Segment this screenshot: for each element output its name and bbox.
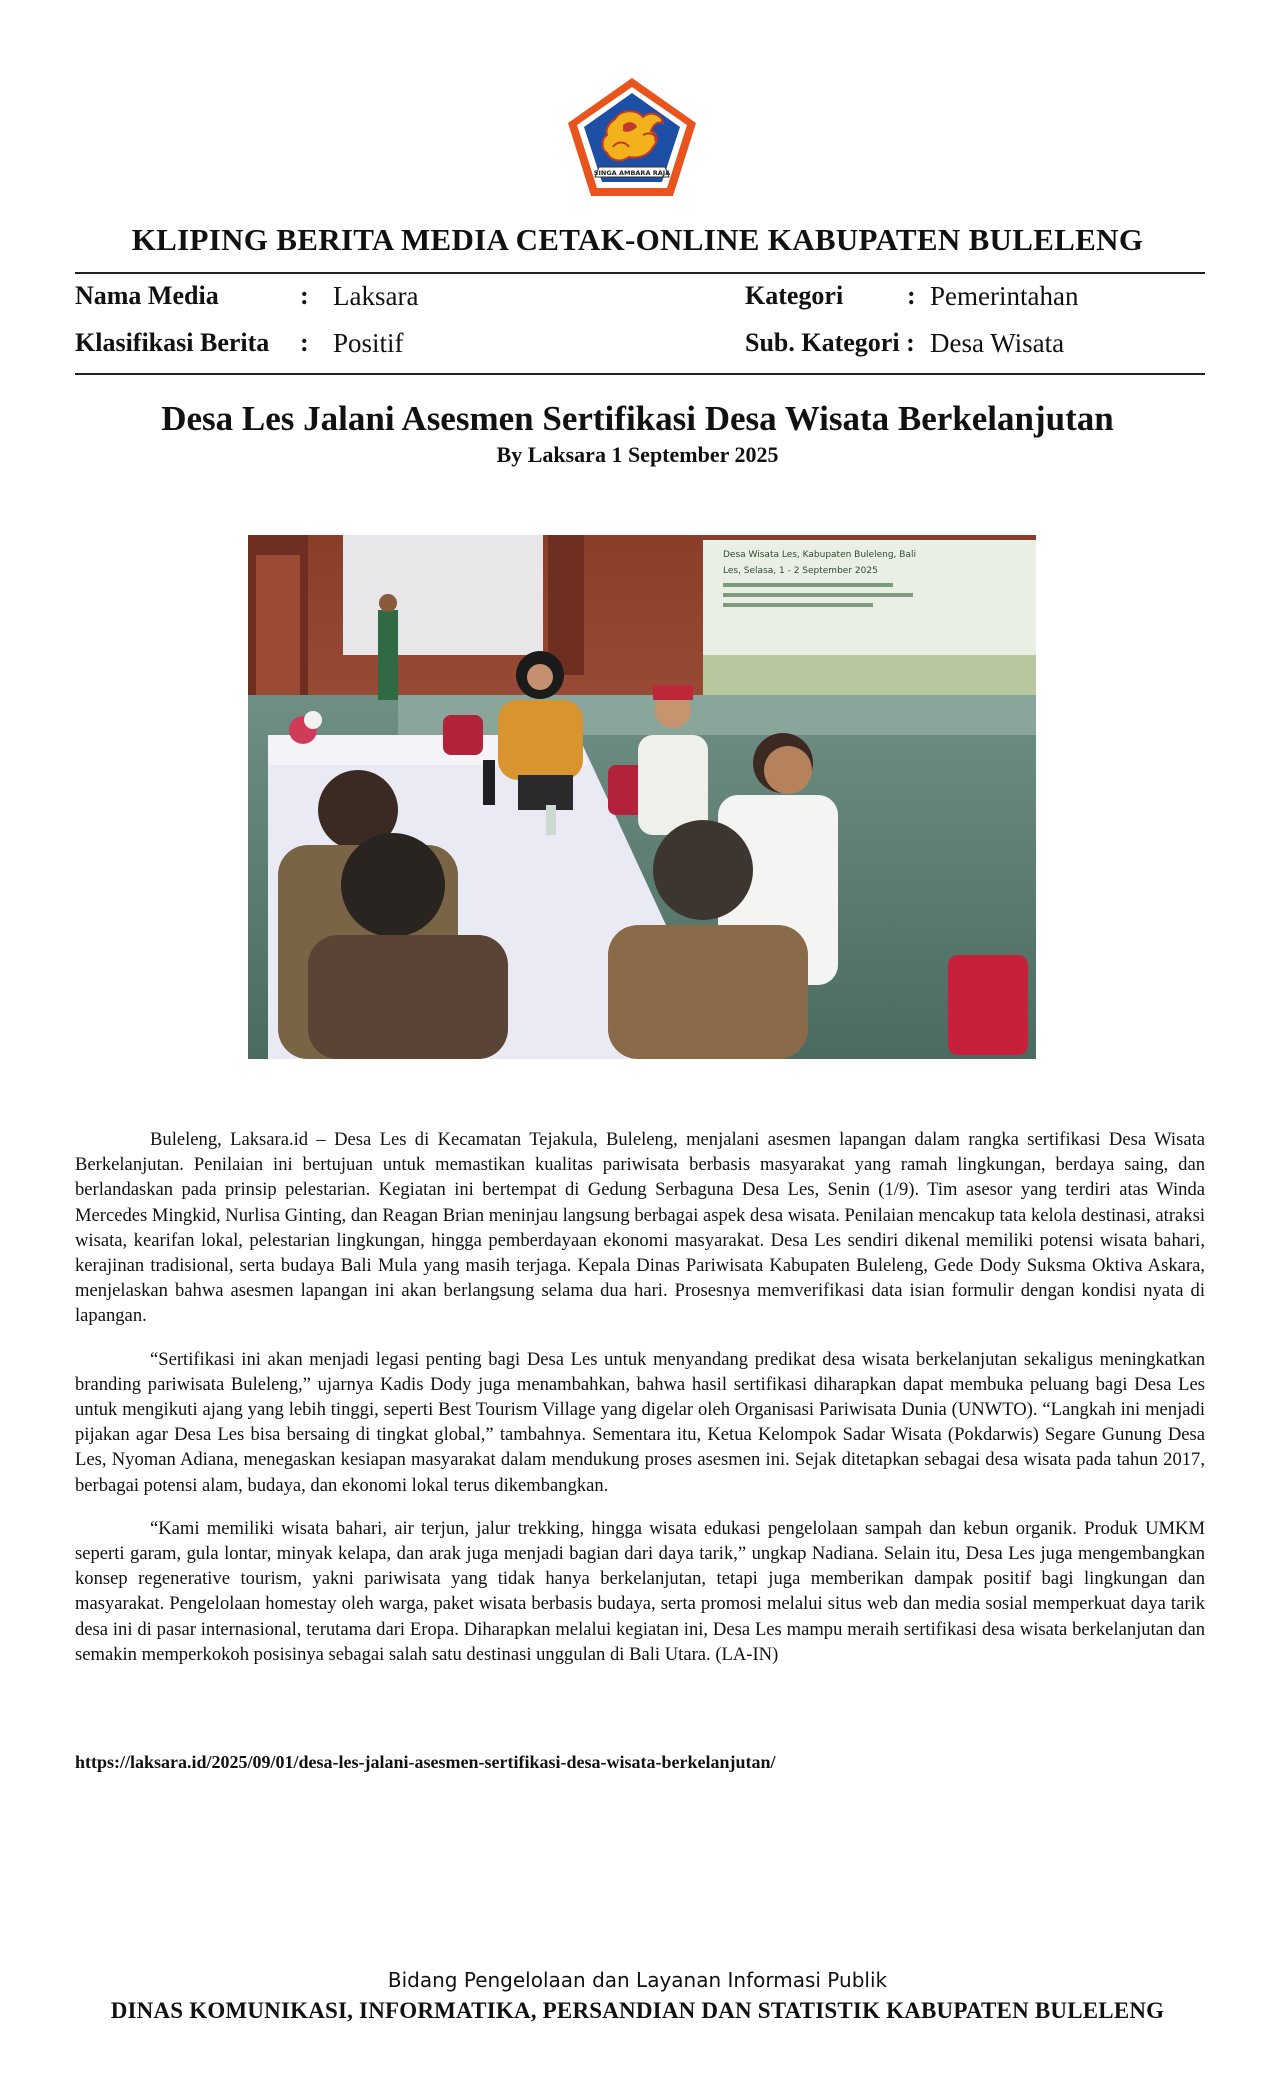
photo-banner-text-1: Desa Wisata Les, Kabupaten Buleleng, Bali [723, 550, 916, 560]
subcategory-value: Desa Wisata [930, 328, 1065, 358]
article-paragraph-3: “Kami memiliki wisata bahari, air terjun, jalur trekking, hingga wisata edukasi pengelolaan sampah dan kebun organik. Produk UMKM seperti garam, gula lontar, minyak kelapa, dan arak juga menjadi bagian dari daya tarik,” ungkap Nadiana. Selain itu, Desa Les juga mengembangkan konsep regenerative tourism, yakni pariwisata yang tidak hanya berkelanjutan, tetapi juga memberikan dampak positif bagi lingkungan dan masyarakat. Pengelolaan homestay oleh warga, paket wisata berbasis budaya, serta promosi melalui situs web dan media sosial memperkuat daya tarik desa ini di pasar internasional, terutama dari Eropa. Diharapkan melalui kegiatan ini, Desa Les mampu meraih sertifikasi desa wisata berkelanjutan dan semakin memperkokoh posisinya sebagai salah satu destinasi unggulan di Bali Utara. (LA-IN) [75, 1517, 1205, 1665]
media-label: Nama Media [75, 281, 219, 310]
classification-label: Klasifikasi Berita [75, 328, 270, 357]
meta-block [75, 281, 1205, 361]
classification-colon: : [300, 328, 309, 357]
media-value: Laksara [333, 281, 419, 311]
divider-top [75, 272, 1205, 274]
photo-banner-text-2: Les, Selasa, 1 - 2 September 2025 [723, 566, 878, 576]
article-headline: Desa Les Jalani Asesmen Sertifikasi Desa Wisata Berkelanjutan [161, 399, 1114, 438]
source-url[interactable]: https://laksara.id/2025/09/01/desa-les-jalani-asesmen-sertifikasi-desa-wisata-berkelanjutan/ [75, 1752, 776, 1772]
category-value: Pemerintahan [930, 281, 1079, 311]
article-photo [248, 535, 1036, 1059]
footer-agency: DINAS KOMUNIKASI, INFORMATIKA, PERSANDIAN DAN STATISTIK KABUPATEN BULELENG [110, 1998, 1165, 2023]
media-colon: : [300, 281, 309, 310]
category-colon: : [907, 281, 916, 310]
article-paragraph-2: “Sertifikasi ini akan menjadi legasi penting bagi Desa Les untuk menyandang predikat desa wisata berkelanjutan sekaligus meningkatkan branding pariwisata Buleleng,” ujarnya Kadis Dody juga menambahkan, bahwa hasil sertifikasi diharapkan dapat membuka peluang bagi Desa Les untuk mengikuti ajang yang lebih tinggi, seperti Best Tourism Village yang digelar oleh Organisasi Pariwisata Dunia (UNWTO). “Langkah ini menjadi pijakan agar Desa Les bisa bersaing di tingkat global,” tambahnya. Sementara itu, Ketua Kelompok Sadar Wisata (Pokdarwis) Segare Gunung Desa Les, Nyoman Adiana, menegaskan kesiapan masyarakat dalam mendukung proses asesmen ini. Sejak ditetapkan sebagai desa wisata pada tahun 2017, berbagai potensi alam, budaya, dan ekonomi lokal terus dikembangkan. [75, 1348, 1205, 1496]
article-paragraph-1: Buleleng, Laksara.id – Desa Les di Kecamatan Tejakula, Buleleng, menjalani asesmen lapangan dalam rangka sertifikasi Desa Wisata Berkelanjutan. Penilaian ini bertujuan untuk memastikan kualitas pariwisata berbasis masyarakat yang ramah lingkungan, berdaya saing, dan berlandaskan pada prinsip pelestarian. Kegiatan ini bertempat di Gedung Serbaguna Desa Les, Senin (1/9). Tim asesor yang terdiri atas Winda Mercedes Mingkid, Nurlisa Ginting, dan Reagan Brian meninjau langsung berbagai aspek desa wisata. Penilaian mencakup tata kelola destinasi, atraksi wisata, kearifan lokal, pelestarian lingkungan, hingga pemberdayaan ekonomi masyarakat. Desa Les sendiri dikenal memiliki potensi wisata bahari, kerajinan tradisional, serta budaya Bali Mula yang masih terjaga. Kepala Dinas Pariwisata Kabupaten Buleleng, Gede Dody Suksma Oktiva Askara, menjelaskan bahwa asesmen lapangan ini akan berlangsung selama dua hari. Prosesnya memverifikasi data isian formulir dengan kondisi nyata di lapangan. [75, 1129, 1205, 1327]
regency-logo [565, 75, 699, 199]
classification-value: Positif [333, 328, 404, 358]
subcategory-label: Sub. Kategori : [745, 328, 915, 357]
article-byline: By Laksara 1 September 2025 [496, 442, 779, 467]
divider-bottom [75, 373, 1205, 375]
footer-division: Bidang Pengelolaan dan Layanan Informasi Publik [387, 1968, 888, 1992]
category-label: Kategori [745, 281, 844, 310]
document-title: KLIPING BERITA MEDIA CETAK-ONLINE KABUPATEN BULELENG [131, 222, 1144, 257]
logo-motto: SINGA AMBARA RAJA [593, 169, 671, 177]
article-body [75, 1127, 1205, 1685]
